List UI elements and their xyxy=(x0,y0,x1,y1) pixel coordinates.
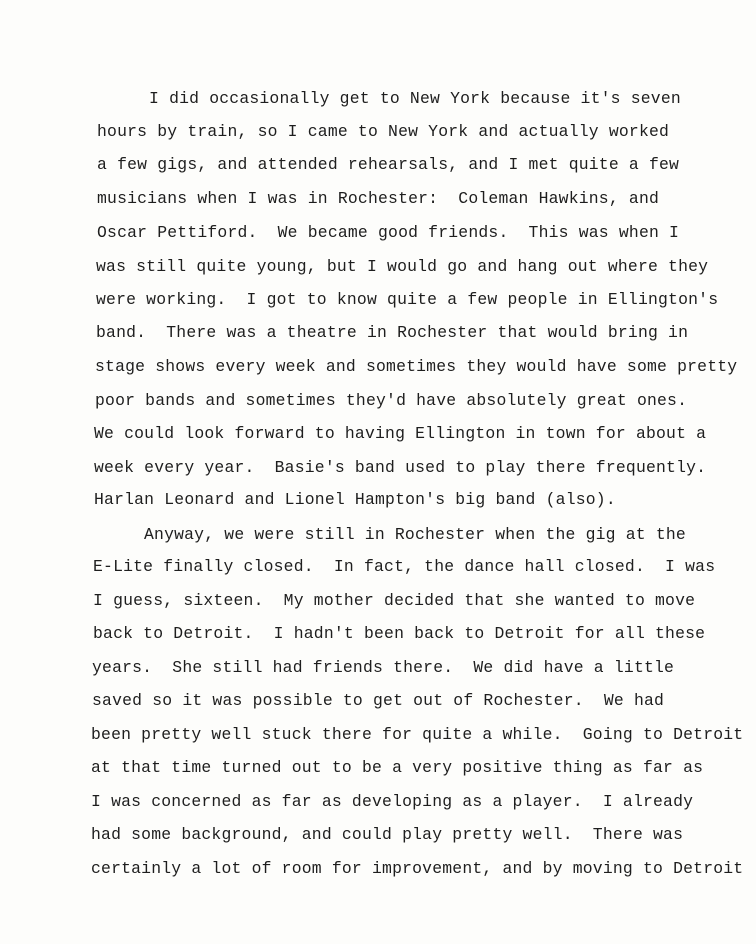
text-line: week every year. Basie's band used to play there frequently. xyxy=(94,458,707,477)
text-line: hours by train, so I came to New York and actually worked xyxy=(97,122,670,141)
text-line: poor bands and sometimes they'd have absolutely great ones. xyxy=(95,391,688,410)
text-line: was still quite young, but I would go and hang out where they xyxy=(96,257,709,276)
text-line: stage shows every week and sometimes they would have some pretty xyxy=(95,357,738,376)
text-line: been pretty well stuck there for quite a while. Going to Detroit xyxy=(91,725,744,744)
text-line: Anyway, we were still in Rochester when the gig at the xyxy=(144,525,686,544)
text-line: band. There was a theatre in Rochester that would bring in xyxy=(96,323,689,342)
text-line: had some background, and could play pretty well. There was xyxy=(91,825,684,844)
text-line: E-Lite finally closed. In fact, the dance hall closed. I was xyxy=(93,557,716,576)
text-line: a few gigs, and attended rehearsals, and I met quite a few xyxy=(97,155,680,174)
text-line: musicians when I was in Rochester: Coleman Hawkins, and xyxy=(97,189,660,208)
text-line: I did occasionally get to New York because it's seven xyxy=(149,89,681,108)
text-line: Oscar Pettiford. We became good friends. This was when I xyxy=(97,223,680,242)
text-line: saved so it was possible to get out of Rochester. We had xyxy=(92,691,665,710)
text-line: Harlan Leonard and Lionel Hampton's big band (also). xyxy=(94,490,616,509)
text-line: at that time turned out to be a very positive thing as far as xyxy=(91,758,704,777)
text-line: I was concerned as far as developing as a player. I already xyxy=(91,792,694,811)
text-line: were working. I got to know quite a few people in Ellington's xyxy=(96,290,719,309)
text-line: back to Detroit. I hadn't been back to Detroit for all these xyxy=(93,624,706,643)
text-line: years. She still had friends there. We did have a little xyxy=(92,658,675,677)
text-line: I guess, sixteen. My mother decided that she wanted to move xyxy=(93,591,696,610)
text-line: We could look forward to having Ellington in town for about a xyxy=(94,424,707,443)
text-line: certainly a lot of room for improvement, and by moving to Detroit xyxy=(91,859,744,878)
